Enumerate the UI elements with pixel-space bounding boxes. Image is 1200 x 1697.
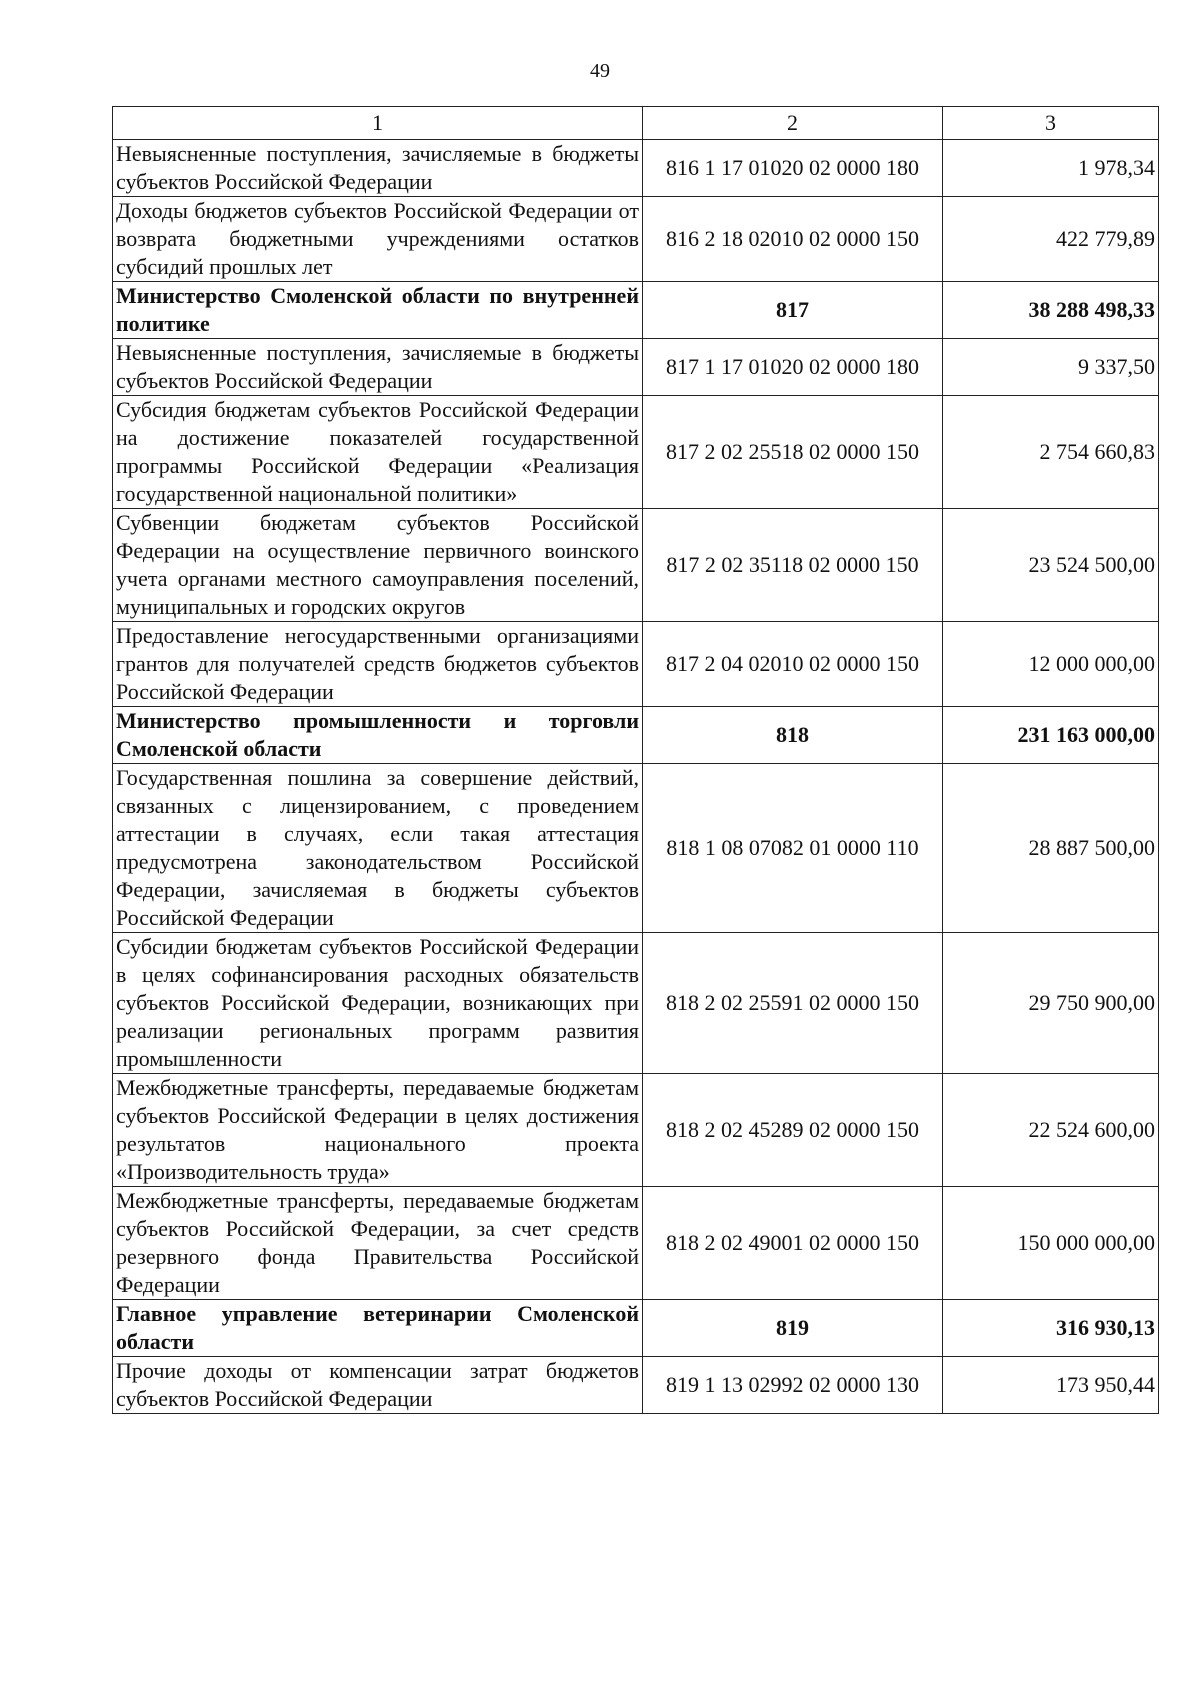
classification-code-cell: 818 bbox=[643, 707, 943, 764]
classification-code-cell: 818 1 08 07082 01 0000 110 bbox=[643, 764, 943, 933]
amount-cell: 173 950,44 bbox=[943, 1357, 1159, 1414]
classification-code-cell: 816 1 17 01020 02 0000 180 bbox=[643, 140, 943, 197]
revenue-name-cell: Невыясненные поступления, зачисляемые в бюджеты субъектов Российской Федерации bbox=[113, 339, 643, 396]
table-row bbox=[113, 396, 1159, 509]
table-row-section bbox=[113, 1300, 1159, 1357]
classification-code-cell: 818 2 02 45289 02 0000 150 bbox=[643, 1074, 943, 1187]
revenue-name-cell: Субвенции бюджетам субъектов Российской Федерации на осуществление первичного воинского учета органами местного самоуправления поселений, муниципальных и городских округов bbox=[113, 509, 643, 622]
revenue-name-cell: Межбюджетные трансферты, передаваемые бюджетам субъектов Российской Федерации, за счет средств резервного фонда Правительства Российской Федерации bbox=[113, 1187, 643, 1300]
table-body bbox=[113, 140, 1159, 1414]
classification-code-cell: 819 1 13 02992 02 0000 130 bbox=[643, 1357, 943, 1414]
revenue-name-cell: Субсидия бюджетам субъектов Российской Федерации на достижение показателей государственной программы Российской Федерации «Реализация государственной национальной политики» bbox=[113, 396, 643, 509]
revenue-name-cell: Государственная пошлина за совершение действий, связанных с лицензированием, с проведением аттестации в случаях, если такая аттестация предусмотрена законодательством Российской Федерации, зачисляемая в бюджеты субъектов Российской Федерации bbox=[113, 764, 643, 933]
amount-cell: 150 000 000,00 bbox=[943, 1187, 1159, 1300]
column-header-3: 3 bbox=[943, 107, 1159, 140]
classification-code-cell: 817 1 17 01020 02 0000 180 bbox=[643, 339, 943, 396]
amount-cell: 28 887 500,00 bbox=[943, 764, 1159, 933]
revenue-table bbox=[112, 106, 1159, 1414]
column-header-2: 2 bbox=[643, 107, 943, 140]
classification-code-cell: 818 2 02 49001 02 0000 150 bbox=[643, 1187, 943, 1300]
amount-cell: 23 524 500,00 bbox=[943, 509, 1159, 622]
revenue-name-cell: Министерство промышленности и торговли Смоленской области bbox=[113, 707, 643, 764]
amount-cell: 29 750 900,00 bbox=[943, 933, 1159, 1074]
amount-cell: 1 978,34 bbox=[943, 140, 1159, 197]
table-row bbox=[113, 509, 1159, 622]
table-row bbox=[113, 1074, 1159, 1187]
amount-cell: 9 337,50 bbox=[943, 339, 1159, 396]
amount-cell: 22 524 600,00 bbox=[943, 1074, 1159, 1187]
revenue-name-cell: Министерство Смоленской области по внутренней политике bbox=[113, 282, 643, 339]
amount-cell: 2 754 660,83 bbox=[943, 396, 1159, 509]
amount-cell: 12 000 000,00 bbox=[943, 622, 1159, 707]
table-row bbox=[113, 197, 1159, 282]
amount-cell: 316 930,13 bbox=[943, 1300, 1159, 1357]
amount-cell: 231 163 000,00 bbox=[943, 707, 1159, 764]
table-header-row bbox=[113, 107, 1159, 140]
classification-code-cell: 817 2 02 25518 02 0000 150 bbox=[643, 396, 943, 509]
classification-code-cell: 817 2 04 02010 02 0000 150 bbox=[643, 622, 943, 707]
table-row-section bbox=[113, 282, 1159, 339]
table-row bbox=[113, 1187, 1159, 1300]
revenue-name-cell: Субсидии бюджетам субъектов Российской Федерации в целях софинансирования расходных обязательств субъектов Российской Федерации, возникающих при реализации региональных программ развития промышленности bbox=[113, 933, 643, 1074]
amount-cell: 38 288 498,33 bbox=[943, 282, 1159, 339]
table-row bbox=[113, 764, 1159, 933]
classification-code-cell: 819 bbox=[643, 1300, 943, 1357]
revenue-name-cell: Предоставление негосударственными организациями грантов для получателей средств бюджетов субъектов Российской Федерации bbox=[113, 622, 643, 707]
revenue-name-cell: Главное управление ветеринарии Смоленской области bbox=[113, 1300, 643, 1357]
table-row bbox=[113, 339, 1159, 396]
table-row bbox=[113, 622, 1159, 707]
classification-code-cell: 816 2 18 02010 02 0000 150 bbox=[643, 197, 943, 282]
revenue-name-cell: Невыясненные поступления, зачисляемые в бюджеты субъектов Российской Федерации bbox=[113, 140, 643, 197]
table-row bbox=[113, 1357, 1159, 1414]
classification-code-cell: 817 bbox=[643, 282, 943, 339]
classification-code-cell: 818 2 02 25591 02 0000 150 bbox=[643, 933, 943, 1074]
classification-code-cell: 817 2 02 35118 02 0000 150 bbox=[643, 509, 943, 622]
table-row-section bbox=[113, 707, 1159, 764]
revenue-name-cell: Межбюджетные трансферты, передаваемые бюджетам субъектов Российской Федерации в целях достижения результатов национального проекта «Производительность труда» bbox=[113, 1074, 643, 1187]
table-row bbox=[113, 140, 1159, 197]
revenue-name-cell: Доходы бюджетов субъектов Российской Федерации от возврата бюджетными учреждениями остатков субсидий прошлых лет bbox=[113, 197, 643, 282]
amount-cell: 422 779,89 bbox=[943, 197, 1159, 282]
table-row bbox=[113, 933, 1159, 1074]
page-number: 49 bbox=[590, 60, 610, 82]
revenue-name-cell: Прочие доходы от компенсации затрат бюджетов субъектов Российской Федерации bbox=[113, 1357, 643, 1414]
column-header-1: 1 bbox=[113, 107, 643, 140]
